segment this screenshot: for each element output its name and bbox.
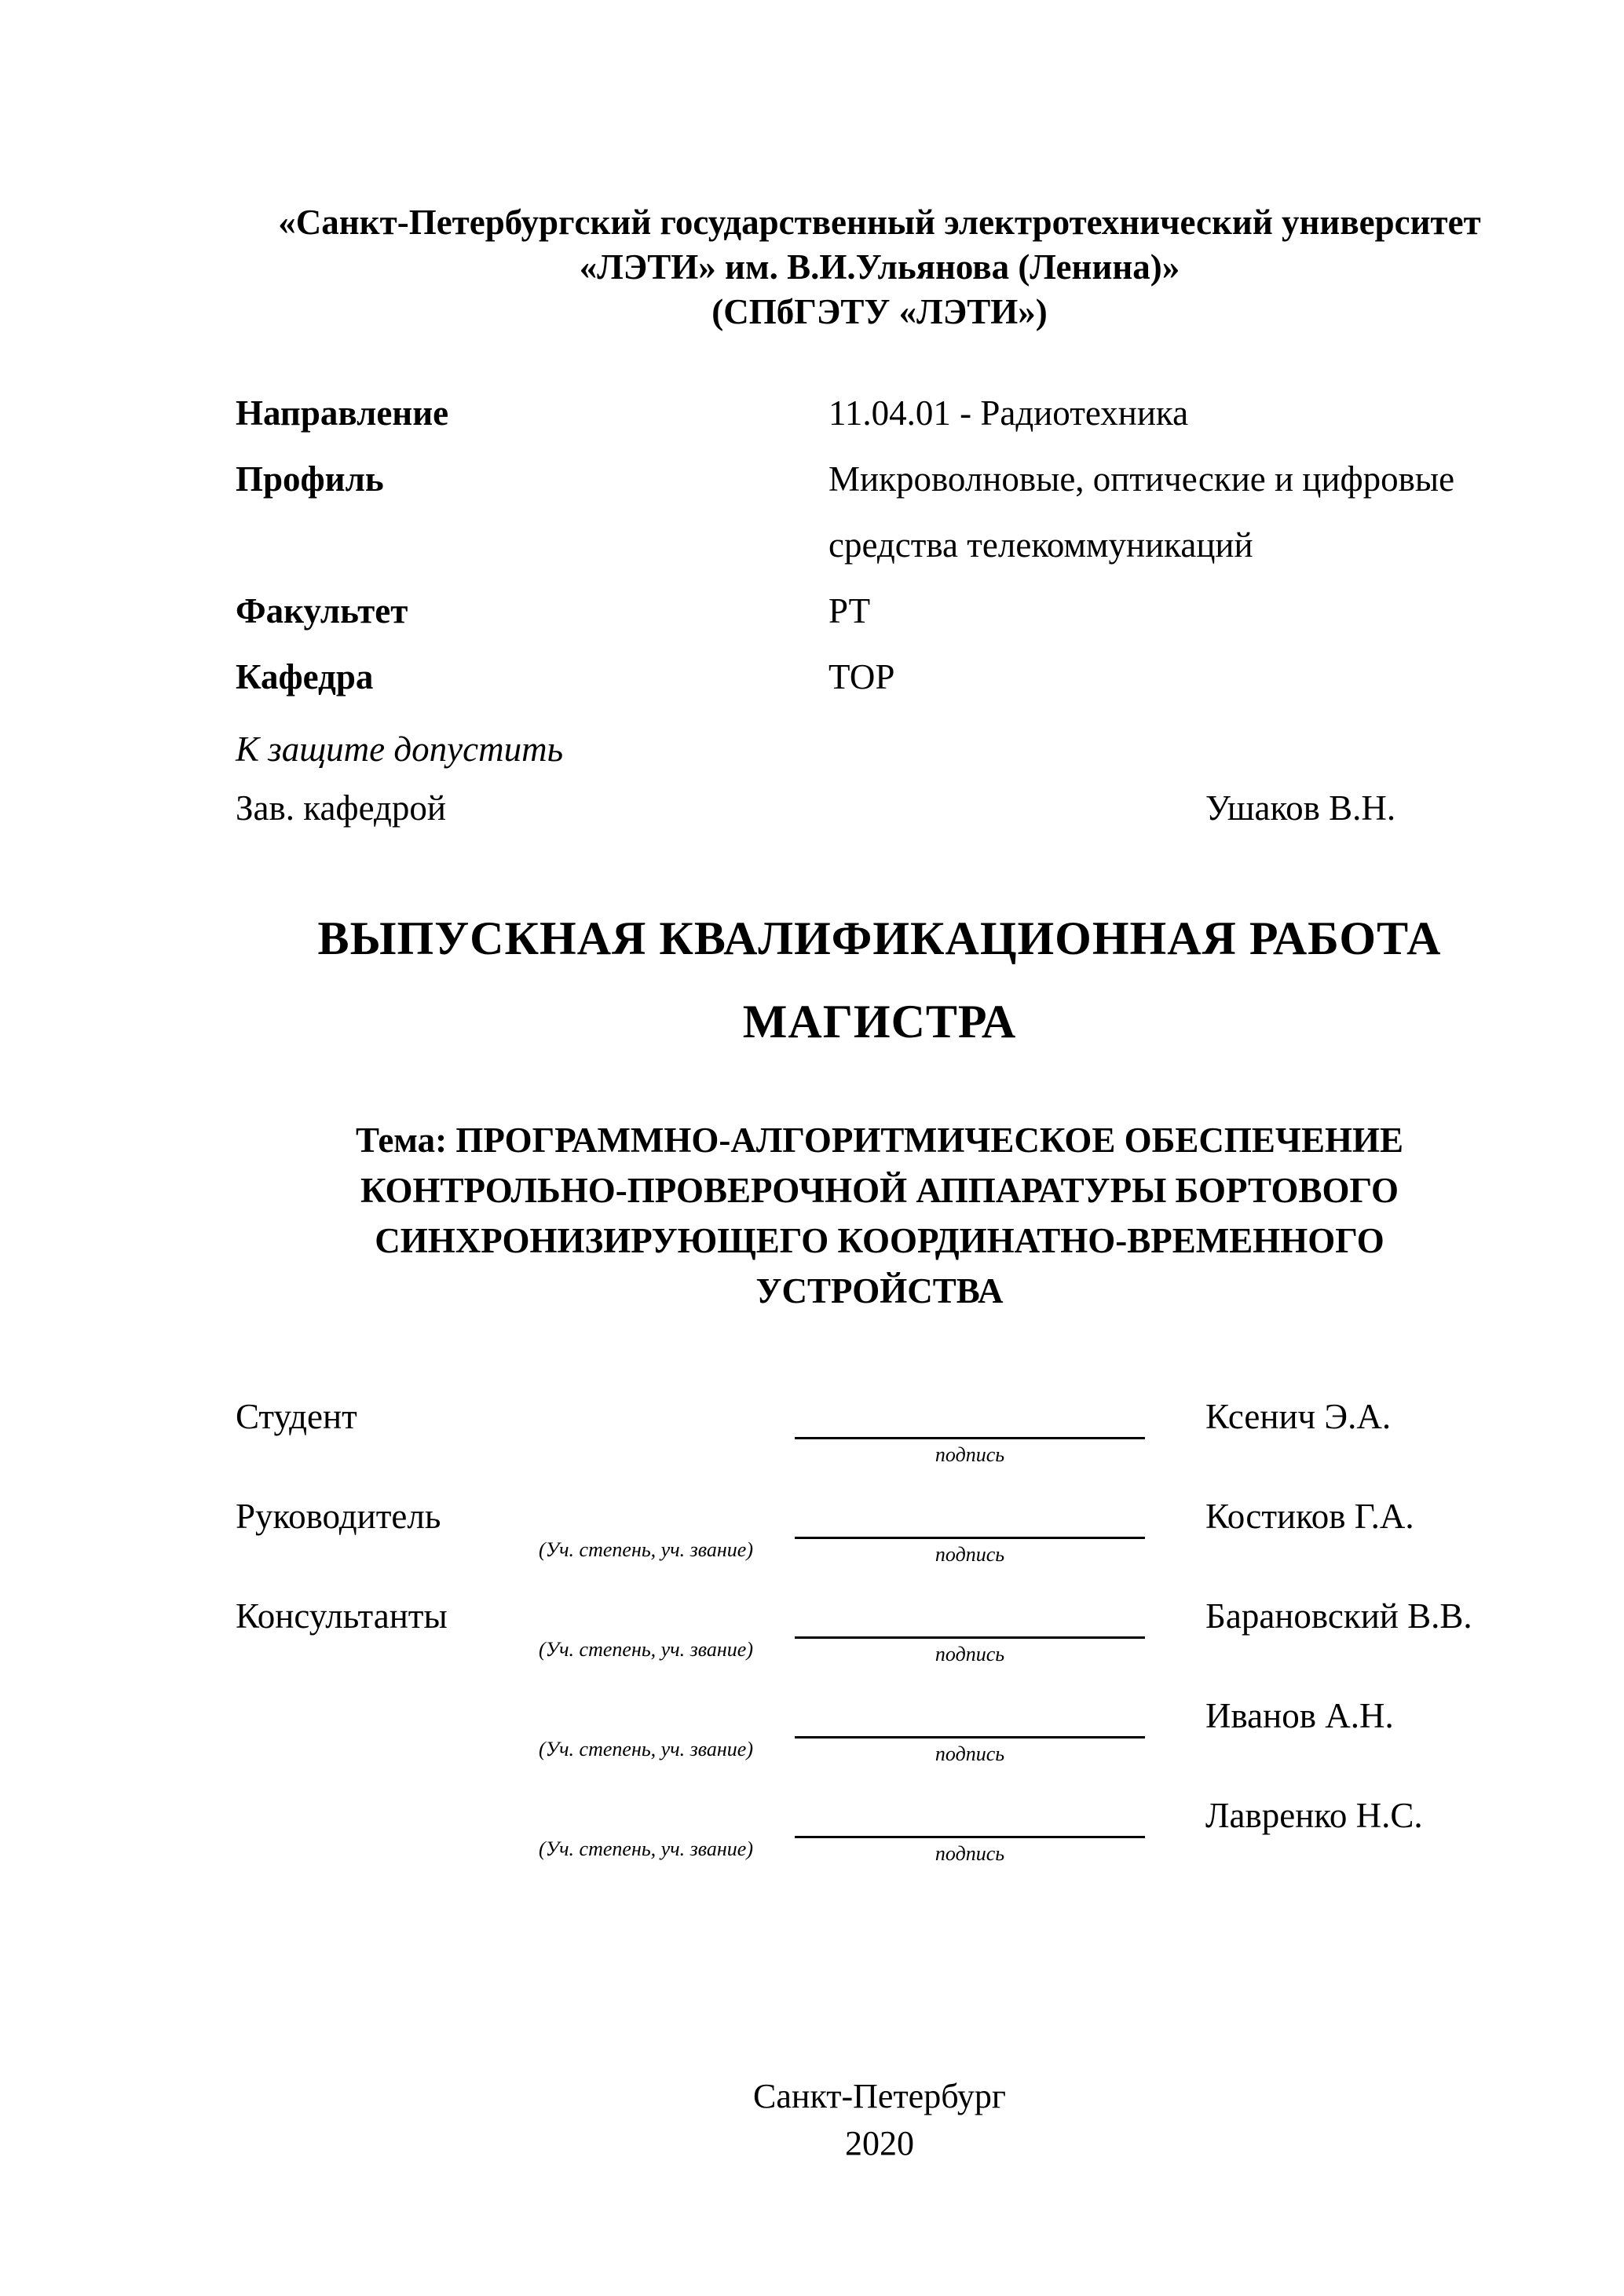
- signature-name: Лавренко Н.С.: [1205, 1796, 1423, 1835]
- work-title: [236, 897, 1523, 1063]
- signature-caption: подпись: [935, 1742, 1005, 1765]
- signature-name: Ксенич Э.А.: [1205, 1397, 1392, 1436]
- signature-caption: подпись: [935, 1842, 1005, 1865]
- footer-city: Санкт-Петербург: [753, 2077, 1006, 2115]
- footer: [236, 2073, 1523, 2167]
- department-head-name: Ушаков В.Н.: [1205, 788, 1396, 828]
- signature-row-consultant-2: [236, 1695, 1523, 1795]
- program-fields: [236, 380, 1523, 710]
- signature-role: Руководитель: [236, 1497, 441, 1536]
- degree-hint: (Уч. степень, уч. звание): [539, 1738, 753, 1760]
- university-name-line1: «Санкт-Петербургский государственный электротехнический университет: [278, 203, 1481, 242]
- signature-row-consultant-3: [236, 1795, 1523, 1895]
- field-label-empty: [236, 512, 828, 578]
- signature-name: Иванов А.Н.: [1205, 1696, 1394, 1735]
- theme-line3: СИНХРОНИЗИРУЮЩЕГО КООРДИНАТНО-ВРЕМЕННОГО: [375, 1221, 1384, 1260]
- signature-name: Барановский В.В.: [1205, 1596, 1472, 1636]
- degree-hint: (Уч. степень, уч. звание): [539, 1837, 753, 1860]
- field-label-faculty: Факультет: [236, 591, 408, 631]
- department-head-row: [236, 788, 1523, 835]
- field-value-faculty: РТ: [828, 591, 871, 631]
- signature-line: [795, 1836, 1145, 1838]
- signature-line: [795, 1636, 1145, 1639]
- field-label-profile: Профиль: [236, 459, 384, 499]
- theme-line4: УСТРОЙСТВА: [755, 1271, 1004, 1311]
- signature-row-supervisor: [236, 1496, 1523, 1596]
- admission-note: К защите допустить: [236, 729, 564, 769]
- field-value-direction: 11.04.01 - Радиотехника: [828, 393, 1189, 433]
- university-header: [236, 200, 1523, 335]
- department-head-label: Зав. кафедрой: [236, 788, 446, 828]
- degree-hint: (Уч. степень, уч. звание): [539, 1538, 753, 1561]
- theme-line1: Тема: ПРОГРАММНО-АЛГОРИТМИЧЕСКОЕ ОБЕСПЕЧЕНИЕ: [356, 1121, 1403, 1160]
- signature-row-consultant-1: [236, 1596, 1523, 1695]
- theme-line2: КОНТРОЛЬНО-ПРОВЕРОЧНОЙ АППАРАТУРЫ БОРТОВОГО: [360, 1171, 1399, 1210]
- university-name-line3: (СПбГЭТУ «ЛЭТИ»): [711, 292, 1048, 331]
- signature-caption: подпись: [935, 1643, 1005, 1665]
- work-title-line2: МАГИСТРА: [742, 996, 1017, 1047]
- field-value-profile-line2: средства телекоммуникаций: [828, 525, 1253, 565]
- signature-row-student: [236, 1396, 1523, 1496]
- signature-role: Студент: [236, 1397, 357, 1436]
- field-label-direction: Направление: [236, 393, 449, 433]
- field-label-department: Кафедра: [236, 657, 374, 696]
- degree-hint: (Уч. степень, уч. звание): [539, 1638, 753, 1661]
- signature-line: [795, 1736, 1145, 1738]
- footer-year: 2020: [845, 2124, 914, 2163]
- signature-caption: подпись: [935, 1543, 1005, 1566]
- signature-line: [795, 1437, 1145, 1439]
- signature-name: Костиков Г.А.: [1205, 1497, 1414, 1536]
- signature-line: [795, 1537, 1145, 1539]
- signature-caption: подпись: [935, 1443, 1005, 1466]
- signature-role: Консультанты: [236, 1596, 448, 1636]
- thesis-theme: [236, 1115, 1523, 1316]
- work-title-line1: ВЫПУСКНАЯ КВАЛИФИКАЦИОННАЯ РАБОТА: [317, 912, 1442, 964]
- university-name-line2: «ЛЭТИ» им. В.И.Ульянова (Ленина)»: [579, 247, 1180, 287]
- field-value-department: ТОР: [828, 657, 895, 696]
- field-value-profile-line1: Микроволновые, оптические и цифровые: [828, 459, 1455, 499]
